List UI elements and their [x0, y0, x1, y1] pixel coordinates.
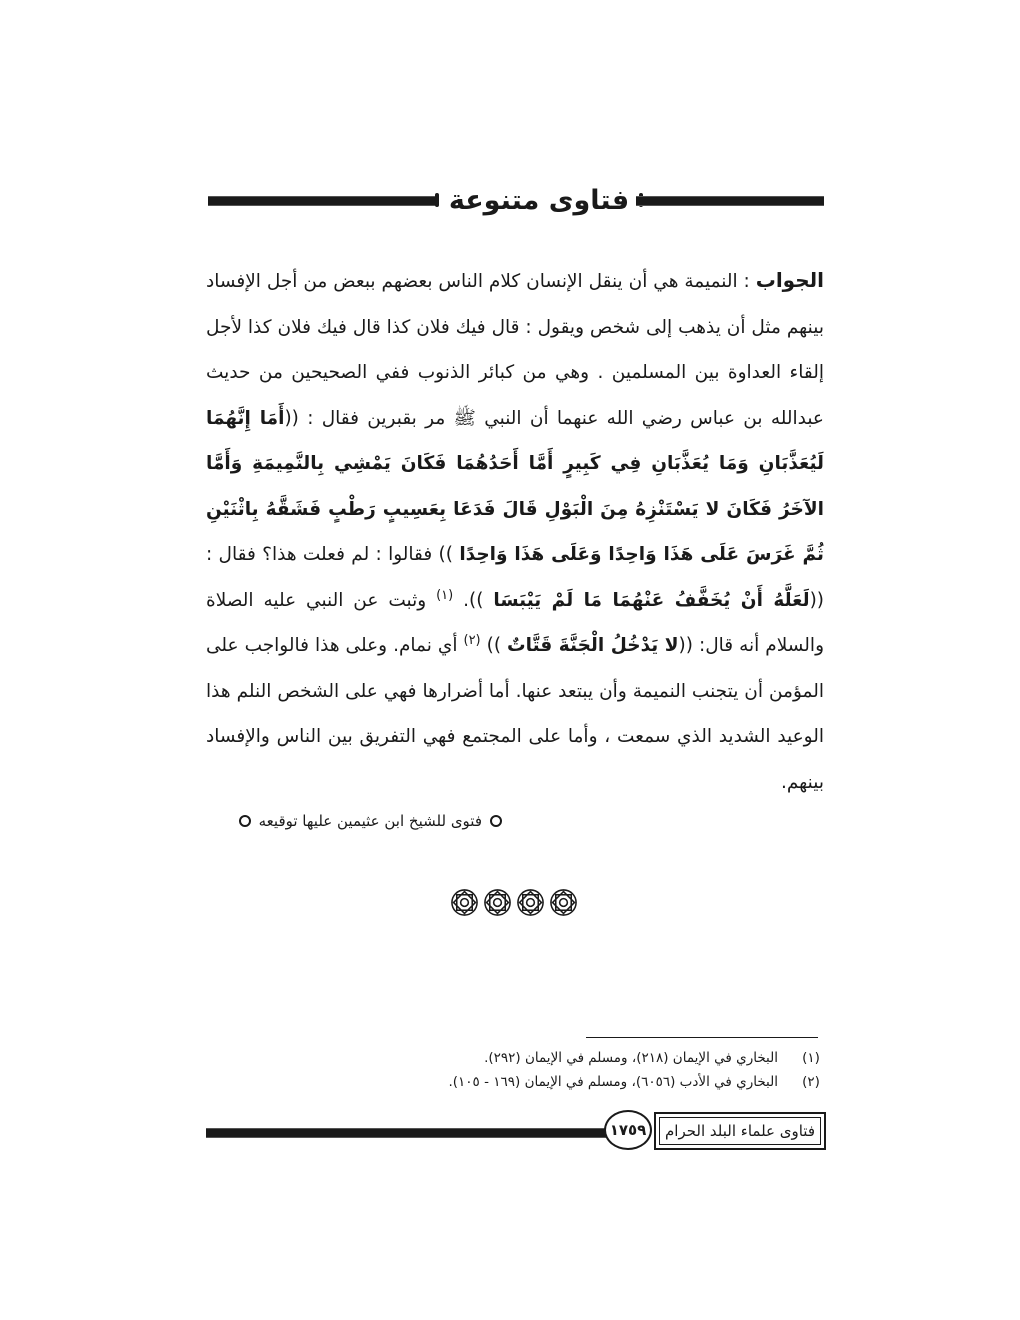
star-ornament-icon	[516, 888, 545, 917]
page-header	[208, 178, 824, 222]
section-title: فتاوى متنوعة	[448, 184, 630, 216]
book-title: فتاوى علماء البلد الحرام	[659, 1117, 821, 1145]
hadith-quote: أَمَا إِنَّهُمَا لَيُعَذَّبَانِ وَمَا يُعَذَّبَانِ فِي كَبِيرٍ أَمَّا أَحَدُهُمَا فَكَانَ يَمْشِي بِالنَّمِيمَةِ وَأَمَّا الآخَرُ فَكَانَ لا يَسْتَنْزِهُ مِنَ الْبَوْلِ قَالَ فَدَعَا بِعَسِيبٍ رَطْبٍ فَشَقَّهُ بِاثْنَيْنِ ثُمَّ غَرَسَ عَلَى هَذَا وَاحِدًا وَعَلَى هَذَا وَاحِدًا	[206, 407, 824, 565]
hadith-quote: لَعَلَّهُ أَنْ يُخَفَّفُ عَنْهُمَا مَا لَمْ يَيْبَسَا	[493, 589, 810, 611]
text-segment: وثبت عن النبي عليه الصلاة والسلام أنه قال: ((	[206, 589, 825, 656]
circle-bullet-icon	[490, 815, 502, 827]
text-segment: )) فقالوا : لم فعلت هذا؟ فقال : ((	[206, 544, 824, 611]
source-group	[239, 806, 502, 836]
circle-bullet-icon	[239, 815, 251, 827]
header-rule-right	[636, 196, 824, 206]
fatwa-source	[206, 806, 824, 836]
footnote-number: (١)	[802, 1050, 820, 1066]
footer-rule	[206, 1128, 628, 1138]
star-ornament-icon	[450, 888, 479, 917]
text-segment: أي نمام. وعلى هذا فالواجب على المؤمن أن يتجنب النميمة وأن يبتعد عنها. أما أضرارها فهي على الشخص النلم هذا الوعيد الشديد الذي سمعت ، وأما على المجتمع فهي التفريق بين الناس والإفساد بينهم.	[206, 635, 824, 793]
footnote-text: البخاري في الأدب (٦٠٥٦)، ومسلم في الإيمان (١٦٩ - ١٠٥).	[448, 1074, 778, 1090]
text-segment: : النميمة هي أن ينقل الإنسان كلام الناس بعضهم ببعض من أجل الإفساد بينهم مثل أن يذهب إلى شخص ويقول : قال فيك فلان كذا قال فيك فلان كذا لأجل إلقاء العداوة بين المسلمين . وهي من كبائر الذنوب ففي الصحيحين من حديث عبدالله بن عباس رضي الله عنهما أن النبي ﷺ مر بقبرين فقال : ((	[206, 271, 824, 429]
header-title-group	[444, 178, 634, 222]
footnote-rule	[586, 1037, 818, 1038]
answer-label: الجواب	[755, 268, 824, 292]
footnote-item	[400, 1046, 820, 1070]
page-footer	[206, 1108, 826, 1156]
text-segment: ))	[486, 635, 508, 656]
answer-paragraph	[206, 258, 824, 805]
star-ornament-icon	[549, 888, 578, 917]
page-number: ١٧٥٩	[604, 1110, 652, 1150]
footnote-ref: (١)	[436, 587, 454, 603]
source-text: فتوى للشيخ ابن عثيمين عليها توقيعه	[258, 812, 482, 830]
star-ornament-icon	[483, 888, 512, 917]
text-segment: )).	[463, 589, 494, 611]
hadith-quote: لا يَدْخُلُ الْجَنَّةَ قَتَّاتٌ	[507, 635, 679, 656]
footnote-text: البخاري في الإيمان (٢١٨)، ومسلم في الإيمان (٢٩٢).	[484, 1050, 778, 1066]
answer-text	[206, 258, 824, 805]
section-divider-ornament	[450, 888, 578, 928]
footnotes	[400, 1046, 820, 1094]
header-rule-left	[208, 196, 436, 206]
footnote-ref: (٢)	[463, 632, 481, 648]
footnote-item	[400, 1070, 820, 1094]
square-bullet-icon	[435, 193, 439, 207]
footnote-number: (٢)	[802, 1074, 820, 1090]
book-title-box	[654, 1112, 826, 1150]
